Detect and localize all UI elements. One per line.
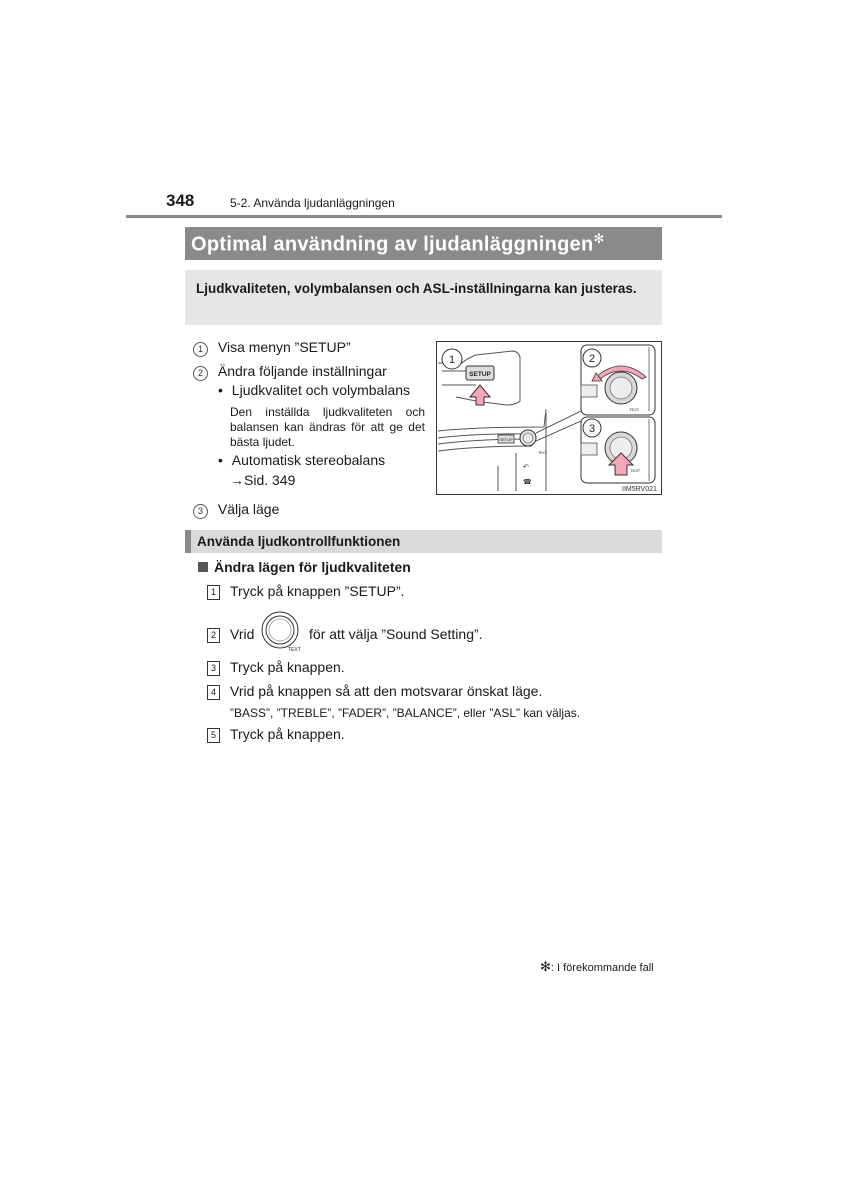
- tune-knob-2-label: TEXT: [629, 407, 640, 412]
- square-bullet-icon: [198, 562, 208, 572]
- procedure-step-2-text-after: för att välja ”Sound Setting”.: [309, 626, 483, 642]
- bullet-2-page-reference: →Sid. 349: [230, 472, 296, 488]
- intro-text: Ljudkvaliteten, volymbalansen och ASL-inställningarna kan justeras.: [196, 281, 637, 296]
- procedure-step-4: [207, 683, 542, 700]
- procedure-step-5-text: Tryck på knappen.: [230, 726, 345, 742]
- callout-1-label: 1: [448, 354, 456, 366]
- footnote: [540, 959, 654, 975]
- setup-button-partial-3: [581, 443, 597, 455]
- tune-knob-small-label: TEXT: [538, 451, 547, 455]
- procedure-step-1: [207, 583, 405, 600]
- bullet-1-note: Den inställda ljudkvaliteten och balansen kan ändras för att ge det bästa ljudet.: [230, 405, 425, 449]
- setup-button-closeup-label: SETUP: [469, 371, 491, 378]
- illustration-svg: [436, 341, 662, 495]
- tune-knob-2-ring: [610, 377, 632, 399]
- footnote-text: : I förekommande fall: [550, 962, 654, 974]
- step-3-text: Välja läge: [217, 501, 280, 517]
- callout-2-label: 2: [588, 353, 596, 365]
- header-rule: [126, 215, 722, 218]
- tune-knob-small: [520, 430, 536, 446]
- procedure-step-3-number: 3: [207, 661, 220, 676]
- step-1-number: 1: [193, 342, 208, 357]
- procedure-step-4-text: Vrid på knappen så att den motsvarar önskat läge.: [230, 683, 543, 699]
- procedure-step-3-text: Tryck på knappen.: [230, 659, 345, 675]
- setup-button-small-label: SETUP: [499, 437, 513, 442]
- procedure-step-1-text: Tryck på knappen ”SETUP”.: [230, 583, 405, 599]
- back-icon: ↶: [523, 464, 529, 471]
- procedure-step-2-text-before: Vrid: [230, 626, 255, 642]
- step-2-text: Ändra följande inställningar: [217, 363, 387, 379]
- bullet-2: [218, 452, 385, 468]
- intro-box: [185, 270, 662, 325]
- procedure-step-4-number: 4: [207, 685, 220, 700]
- footnote-star: ✻: [540, 959, 551, 974]
- step-1: [193, 339, 351, 357]
- setup-illustration: [436, 341, 662, 495]
- figure-caption: IIM5RV021: [622, 486, 657, 493]
- knob-icon: [259, 611, 303, 653]
- procedure-step-3: [207, 659, 345, 676]
- bullet-1: [218, 382, 410, 398]
- procedure-step-1-number: 1: [207, 585, 220, 600]
- bullet-1-text: Ljudkvalitet och volymbalans: [231, 382, 411, 398]
- bullet-2-text: Automatisk stereobalans: [231, 452, 386, 468]
- knob-icon-label: TEXT: [288, 647, 301, 653]
- callout-3-label: 3: [588, 423, 596, 435]
- procedure-step-2: [207, 626, 254, 643]
- step-2-number: 2: [193, 366, 208, 381]
- step-3: [193, 501, 279, 519]
- subheading-text: Ändra lägen för ljudkvaliteten: [214, 559, 411, 575]
- setup-button-partial-2: [581, 385, 597, 397]
- procedure-step-4-note: ”BASS”, ”TREBLE”, ”FADER”, ”BALANCE”, eller ”ASL” kan väljas.: [230, 706, 581, 720]
- step-2: [193, 363, 387, 381]
- page-title-text: Optimal användning av ljudanläggningen: [191, 233, 594, 256]
- subheading: [198, 559, 411, 575]
- section-reference: 5-2. Använda ljudanläggningen: [230, 196, 395, 210]
- procedure-step-5-number: 5: [207, 728, 220, 743]
- page-title: [191, 231, 605, 257]
- tune-knob-inline: [259, 611, 303, 653]
- title-bar: [185, 227, 662, 260]
- subsection-bar: [185, 530, 662, 553]
- phone-icon: ☎: [523, 479, 532, 486]
- title-footnote-star: ✻: [593, 231, 605, 246]
- procedure-step-2-number: 2: [207, 628, 220, 643]
- subsection-title: Använda ljudkontrollfunktionen: [197, 534, 401, 549]
- bullet-1-marker: •: [218, 382, 223, 398]
- procedure-step-5: [207, 726, 345, 743]
- subsection-accent: [185, 530, 191, 553]
- page-number: 348: [166, 191, 195, 210]
- tune-knob-3-label: TEXT: [630, 468, 641, 473]
- step-3-number: 3: [193, 504, 208, 519]
- bullet-2-marker: •: [218, 452, 223, 468]
- step-1-text: Visa menyn ”SETUP”: [217, 339, 351, 355]
